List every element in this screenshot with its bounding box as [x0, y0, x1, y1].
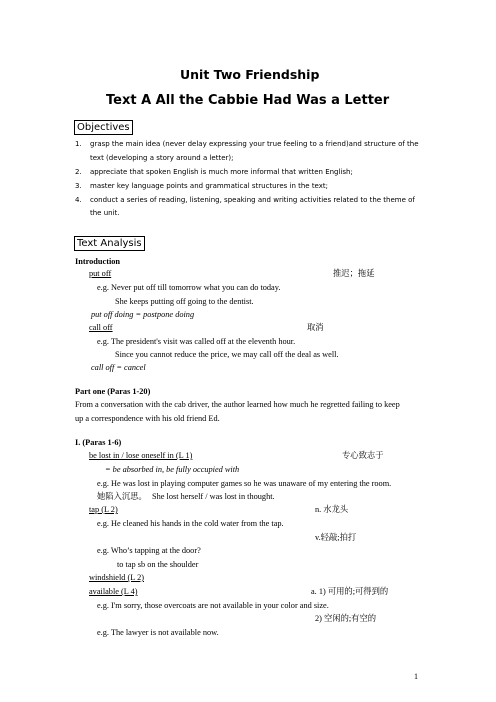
tap-example-1: e.g. He cleaned his hands in the cold water from the tap. [97, 519, 284, 528]
part-one-summary-line-1: From a conversation with the cab driver, the author learned how much he regretted failing to keep [75, 400, 400, 409]
be-lost-in-gloss: 专心致志于 [342, 451, 384, 460]
be-lost-in-example-2-chinese: 她陷入沉思。 [97, 492, 147, 501]
objective-2-line-1: appreciate that spoken English is much more informal that written English; [90, 168, 353, 176]
objective-1-line-1: grasp the main idea (never delay expressing your true feeling to a friend)and structure of the [90, 140, 419, 148]
tap-verb-gloss: v.轻敲;拍打 [315, 533, 357, 542]
be-lost-in-example-2-english: She lost herself / was lost in thought. [152, 492, 275, 501]
call-off-example-1: e.g. The president's visit was called off at the eleventh hour. [97, 337, 296, 346]
section-1-heading: I. (Paras 1-6) [75, 438, 122, 447]
objective-4-line-2: the unit. [90, 209, 120, 217]
tap-noun-gloss: n. 水龙头 [315, 505, 349, 514]
part-one-heading: Part one (Paras 1-20) [75, 387, 151, 396]
put-off-example-2: She keeps putting off going to the dentist. [115, 297, 254, 306]
available-example-2: e.g. The lawyer is not available now. [97, 628, 219, 637]
available-gloss-1: a. 1) 可用的;可得到的 [311, 587, 389, 596]
call-off-term: call off [89, 323, 113, 332]
tap-example-3: to tap sb on the shoulder [117, 560, 199, 569]
objective-3-line-1: master key language points and grammatical structures in the text; [90, 182, 328, 190]
objective-4-num: 4. [75, 196, 82, 204]
introduction-heading: Introduction [75, 257, 121, 266]
put-off-term: put off [89, 269, 112, 278]
available-example-1: e.g. I'm sorry, those overcoats are not available in your color and size. [97, 601, 329, 610]
be-lost-in-example-1: e.g. He was lost in playing computer games so he was unaware of my entering the room. [97, 479, 392, 488]
unit-title: Unit Two Friendship [180, 67, 320, 82]
objective-1-num: 1. [75, 140, 82, 148]
objective-1-line-2: text (developing a story around a letter); [90, 154, 234, 162]
call-off-example-2: Since you cannot reduce the price, we may call off the deal as well. [115, 350, 339, 359]
windshield-term: windshield (L 2) [89, 573, 144, 582]
objectives-heading: Objectives [74, 120, 133, 135]
be-lost-in-equivalent: = be absorbed in, be fully occupied with [105, 465, 240, 474]
objective-3-num: 3. [75, 182, 82, 190]
put-off-gloss: 推迟；拖延 [333, 269, 375, 278]
available-gloss-2: 2) 空闲的;有空的 [315, 614, 377, 623]
available-term: available (L 4) [89, 587, 138, 596]
call-off-gloss: 取消 [307, 323, 324, 332]
text-analysis-heading: Text Analysis [74, 236, 145, 251]
objective-2-num: 2. [75, 168, 82, 176]
be-lost-in-term: be lost in / lose oneself in (L 1) [89, 451, 193, 460]
page-number: 1 [414, 672, 418, 681]
call-off-equivalent: call off = cancel [91, 363, 146, 372]
part-one-summary-line-2: up a correspondence with his old friend Ed. [75, 414, 220, 423]
objective-4-line-1: conduct a series of reading, listening, speaking and writing activities related to the theme of [90, 196, 415, 204]
tap-example-2: e.g. Who’s tapping at the door? [97, 546, 201, 555]
tap-term: tap (L 2) [89, 505, 118, 514]
text-title: Text A All the Cabbie Had Was a Letter [106, 93, 390, 108]
put-off-example-1: e.g. Never put off till tomorrow what you can do today. [97, 283, 281, 292]
put-off-equivalent: put off doing = postpone doing [91, 310, 195, 319]
